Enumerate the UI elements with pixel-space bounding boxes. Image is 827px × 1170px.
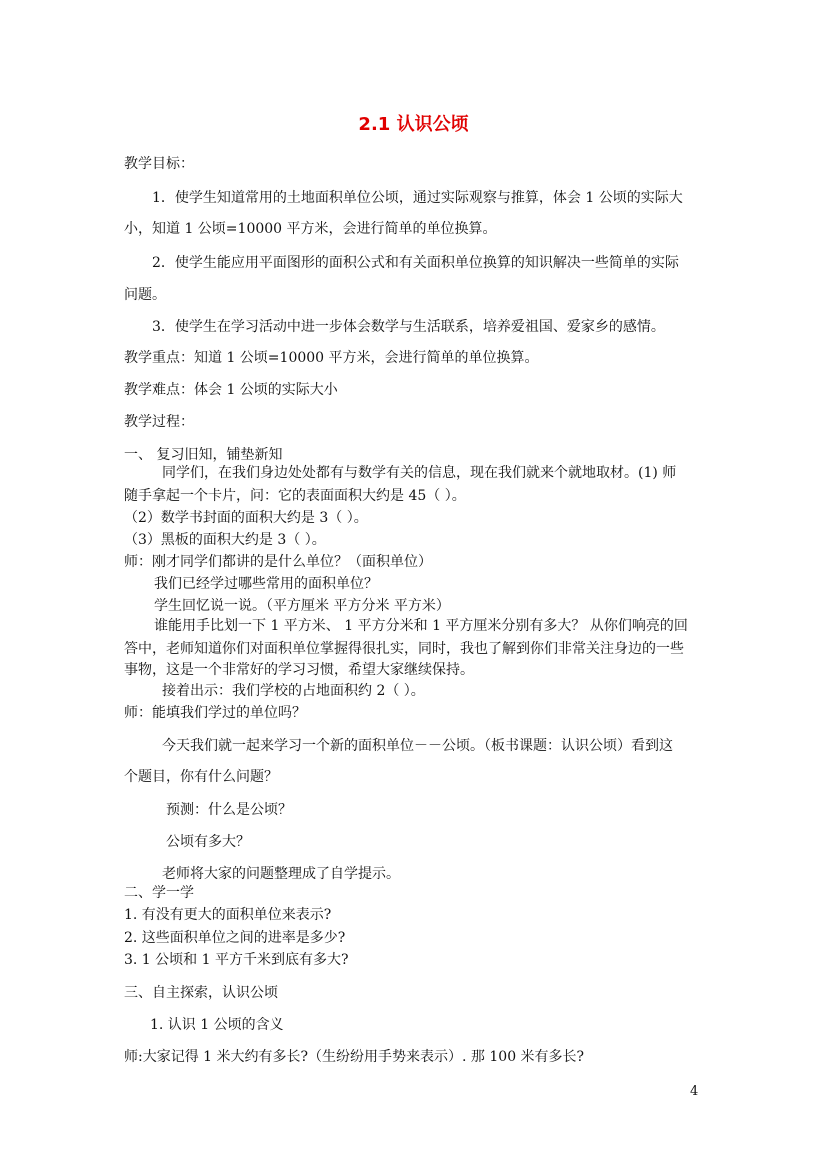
- text-line: 教学重点：知道 1 公顷=10000 平方米，会进行简单的单位换算。: [124, 350, 539, 366]
- text-line: 同学们，在我们身边处处都有与数学有关的信息，现在我们就来个就地取材。(1) 师: [162, 465, 677, 481]
- text-line: 问题。: [124, 287, 166, 303]
- text-line: 一、 复习旧知，铺垫新知: [124, 447, 283, 463]
- text-line: 二、学一学: [124, 885, 194, 901]
- page-number: 4: [690, 1084, 699, 1099]
- text-line: 教学过程：: [124, 414, 194, 430]
- text-line: 接着出示：我们学校的占地面积约 2（ ）。: [162, 683, 425, 699]
- text-line: 师：能填我们学过的单位吗？: [124, 705, 306, 721]
- text-line: 3. 1 公顷和 1 平方千米到底有多大?: [124, 952, 349, 968]
- text-line: 教学目标：: [124, 156, 194, 172]
- text-line: 学生回忆说一说。（平方厘米 平方分米 平方米）: [154, 598, 450, 614]
- text-line: 随手拿起一个卡片，问：它的表面面积大约是 45（ ）。: [124, 488, 466, 504]
- text-line: 三、自主探索，认识公顷: [124, 985, 278, 1001]
- text-line: 1. 有没有更大的面积单位来表示?: [124, 907, 332, 923]
- text-line: 师:大家记得 1 米大约有多长?（生纷纷用手势来表示）. 那 100 米有多长?: [124, 1049, 585, 1065]
- text-line: 小，知道 1 公顷=10000 平方米，会进行简单的单位换算。: [124, 221, 497, 237]
- document-title: 2.1 认识公顷: [358, 114, 469, 135]
- text-line: （2）数学书封面的面积大约是 3（ ）。: [124, 510, 368, 526]
- text-line: 教学难点：体会 1 公顷的实际大小: [124, 382, 338, 398]
- text-line: 谁能用手比划一下 1 平方米、 1 平方分米和 1 平方厘米分别有多大？ 从你们响亮的回: [154, 618, 688, 634]
- text-line: 师：刚才同学们都讲的是什么单位？（面积单位）: [124, 554, 432, 570]
- text-line: 事物，这是一个非常好的学习习惯，希望大家继续保持。: [124, 662, 474, 678]
- text-line: 我们已经学过哪些常用的面积单位？: [154, 576, 378, 592]
- text-line: 公顷有多大？: [166, 834, 250, 850]
- text-line: （3）黑板的面积大约是 3（ ）。: [124, 532, 326, 548]
- text-line: 预测：什么是公顷？: [166, 802, 292, 818]
- text-line: 今天我们就一起来学习一个新的面积单位－－公顷。（板书课题：认识公顷）看到这: [162, 738, 673, 754]
- text-line: 个题目，你有什么问题？: [124, 769, 278, 785]
- text-line: 老师将大家的问题整理成了自学提示。: [162, 866, 400, 882]
- text-line: 1．使学生知道常用的土地面积单位公顷，通过实际观察与推算，体会 1 公顷的实际大: [152, 190, 683, 206]
- text-line: 答中，老师知道你们对面积单位掌握得很扎实，同时，我也了解到你们非常关注身边的一些: [124, 641, 684, 657]
- text-line: 3．使学生在学习活动中进一步体会数学与生活联系，培养爱祖国、爱家乡的感情。: [152, 319, 665, 335]
- text-line: 1. 认识 1 公顷的含义: [150, 1017, 284, 1033]
- text-line: 2．使学生能应用平面图形的面积公式和有关面积单位换算的知识解决一些简单的实际: [152, 255, 679, 271]
- text-line: 2. 这些面积单位之间的进率是多少?: [124, 930, 346, 946]
